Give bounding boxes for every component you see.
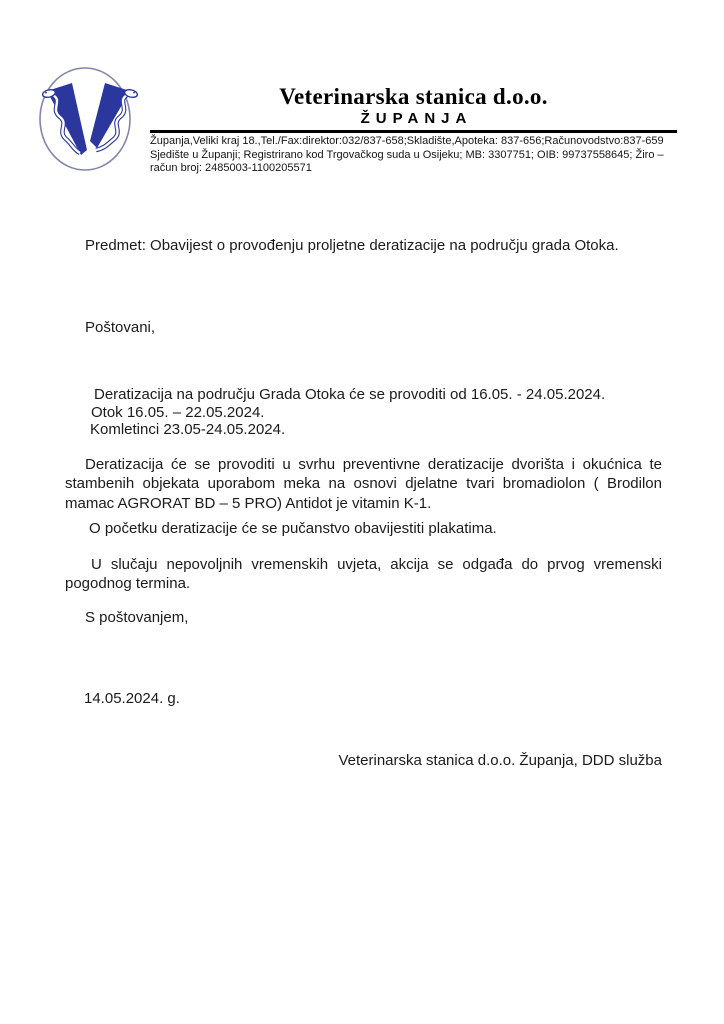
- weather-line: pogodnog termina.: [65, 575, 191, 593]
- paragraph-method: [65, 455, 662, 513]
- contact-info: [150, 135, 677, 176]
- veterinary-caduceus-v-icon: [35, 64, 145, 182]
- letter-date: 14.05.2024. g.: [84, 690, 180, 707]
- veterinary-logo: [35, 64, 145, 182]
- subject-line: Predmet: Obavijest o provođenju proljetne deratizacije na području grada Otoka.: [85, 237, 619, 254]
- contact-line-registration: Sjedište u Županji; Registrirano kod Trgovačkog suda u Osijeku; MB: 3307751; OIB: 99737558645; Žiro –: [150, 148, 664, 161]
- paragraph-posters: O početku deratizacije će se pučanstvo obavijestiti plakatima.: [89, 520, 497, 537]
- company-name: Veterinarska stanica d.o.o.: [279, 84, 548, 109]
- contact-line-account: račun broj: 2485003-1100205571: [150, 162, 312, 175]
- schedule-line-overall: Deratizacija na području Grada Otoka će se provoditi od 16.05. - 24.05.2024.: [94, 386, 606, 403]
- method-line: Deratizacija će se provoditi u svrhu preventivne deratizacije dvorišta i okućnica te: [85, 456, 662, 473]
- schedule-line-komletinci: Komletinci 23.05-24.05.2024.: [90, 421, 286, 439]
- signature-line: Veterinarska stanica d.o.o. Županja, DDD služba: [338, 752, 662, 769]
- deratization-schedule: [65, 386, 662, 439]
- snake-right-eye: [133, 92, 135, 94]
- method-line: mamac AGRORAT BD – 5 PRO) Antidot je vitamin K-1.: [65, 494, 432, 512]
- paragraph-weather: [65, 555, 662, 594]
- letterhead: [150, 84, 677, 176]
- schedule-line-otok: Otok 16.05. – 22.05.2024.: [91, 403, 265, 421]
- snake-left-eye: [45, 92, 47, 94]
- company-city: ŽUPANJA: [360, 110, 473, 127]
- weather-line: U slučaju nepovoljnih vremenskih uvjeta, akcija se odgađa do prvog vremenski: [91, 556, 662, 573]
- header-rule: [150, 130, 677, 133]
- contact-line-address: Županja,Veliki kraj 18.,Tel./Fax:direktor:032/837-658;Skladište,Apoteka: 837-656;Računovodstvo:837-659: [150, 135, 664, 147]
- salutation: Poštovani,: [85, 319, 156, 336]
- method-line: stambenih objekata uporabom meka na osnovi djelatne tvari bromadiolon ( Brodilon: [65, 475, 662, 493]
- closing-salutation: S poštovanjem,: [85, 609, 189, 626]
